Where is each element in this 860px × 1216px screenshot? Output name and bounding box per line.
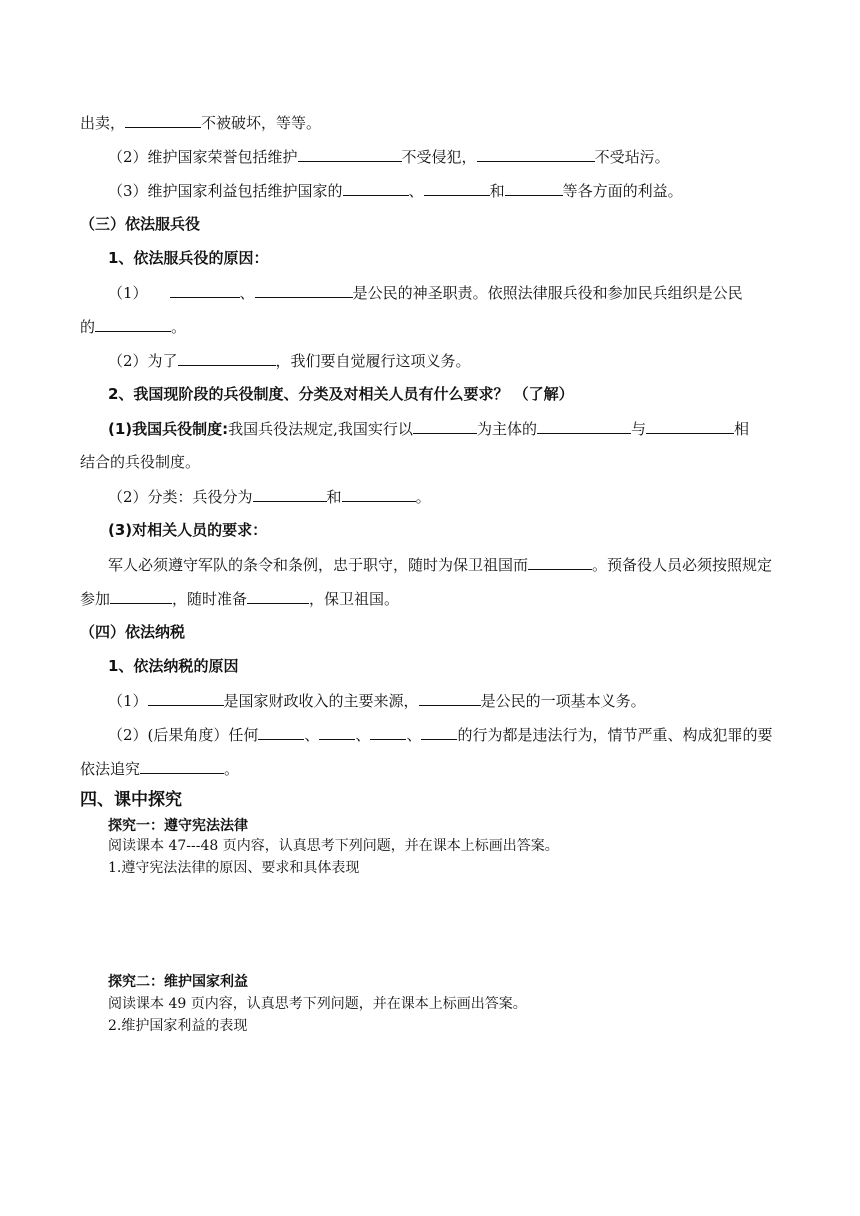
fill-blank[interactable] [298,146,402,162]
text: 参加 [80,590,111,608]
subsection-heading: 1、依法纳税的原因 [108,657,239,675]
text: （3）维护国家利益包括维护国家的 [108,182,343,200]
label: (1)我国兵役制度: [108,420,229,438]
text: 。预备役人员必须按照规定 [592,556,773,574]
text-line [80,112,321,133]
text: 和 [326,488,342,506]
text: （2）(后果角度）任何 [108,726,259,744]
text: （2）为了 [108,352,178,370]
text-line [108,724,772,745]
exploration-instruction: 阅读课本 47---48 页内容，认真思考下列问题，并在课本上标画出答案。 [108,838,559,854]
subsection-heading: 2、我国现阶段的兵役制度、分类及对相关人员有什么要求？ （了解） [108,385,574,403]
exploration-question: 2.维护国家利益的表现 [108,1018,248,1034]
text: 依法追究 [80,760,141,778]
text-line [108,486,431,507]
text: 、 [304,726,320,744]
text: 的 [80,318,96,336]
text: 相 [733,420,749,438]
fill-blank[interactable] [343,180,409,196]
chapter-heading: 四、课中探究 [80,790,182,810]
fill-blank[interactable] [424,180,490,196]
subsection-heading: 1、依法服兵役的原因： [108,249,269,267]
text: 等各方面的利益。 [562,182,683,200]
text: 军人必须遵守军队的条令和条例，忠于职守，随时为保卫祖国而 [108,556,529,574]
text-line [108,180,683,201]
fill-blank[interactable] [95,316,171,332]
fill-blank[interactable] [342,486,416,502]
text: 。 [171,318,187,336]
text: （1） [108,284,148,302]
text: （2）维护国家荣誉包括维护 [108,148,298,166]
text-line [108,350,471,371]
text: 是公民的一项基本义务。 [480,692,646,710]
fill-blank[interactable] [247,588,309,604]
exploration-title: 探究一：遵守宪法法律 [108,818,248,834]
text-line [80,588,399,609]
text: 。 [415,488,431,506]
text: 不受玷污。 [594,148,670,166]
text: （2）分类：兵役分为 [108,488,253,506]
fill-blank[interactable] [178,350,276,366]
section-heading: （四）依法纳税 [80,623,186,641]
fill-blank[interactable] [253,486,327,502]
fill-blank[interactable] [255,282,353,298]
fill-blank[interactable] [528,554,592,570]
text-line [108,282,743,303]
text: 为主体的 [476,420,537,438]
text: （1） [108,692,148,710]
exploration-title: 探究二：维护国家利益 [108,974,248,990]
exploration-question: 1.遵守宪法法律的原因、要求和具体表现 [108,860,360,876]
text-line [108,418,749,439]
fill-blank[interactable] [140,758,224,774]
fill-blank[interactable] [477,146,595,162]
text: 、 [406,726,422,744]
text-line [108,146,670,167]
fill-blank[interactable] [505,180,563,196]
text: ，我们要自觉履行这项义务。 [275,352,471,370]
text: 出卖， [80,114,126,132]
fill-blank[interactable] [125,112,201,128]
fill-blank[interactable] [419,690,481,706]
text: 。 [224,760,240,778]
fill-blank[interactable] [110,588,172,604]
fill-blank[interactable] [319,724,355,740]
text-line [80,316,186,337]
exploration-instruction: 阅读课本 49 页内容，认真思考下列问题，并在课本上标画出答案。 [108,996,527,1012]
fill-blank[interactable] [258,724,304,740]
text-line [108,690,646,711]
fill-blank[interactable] [148,690,224,706]
fill-blank[interactable] [646,418,734,434]
text: 、 [408,182,424,200]
text: 和 [489,182,505,200]
text-line: 结合的兵役制度。 [80,453,201,471]
text: 不受侵犯， [401,148,477,166]
text-line [80,758,239,779]
text: 、 [239,284,255,302]
fill-blank[interactable] [421,724,457,740]
text: 我国兵役法规定,我国实行以 [228,420,413,438]
text: 的行为都是违法行为，情节严重、构成犯罪的要 [457,726,773,744]
text: ，保卫祖国。 [309,590,400,608]
subsection-heading: (3)对相关人员的要求： [108,521,268,539]
fill-blank[interactable] [170,282,240,298]
fill-blank[interactable] [537,418,631,434]
text: 不被破坏，等等。 [201,114,322,132]
fill-blank[interactable] [413,418,477,434]
section-heading: （三）依法服兵役 [80,215,201,233]
text: 、 [355,726,371,744]
text: 是公民的神圣职责。依照法律服兵役和参加民兵组织是公民 [352,284,743,302]
fill-blank[interactable] [370,724,406,740]
text: 是国家财政收入的主要来源， [223,692,419,710]
text: ，随时准备 [172,590,248,608]
text-line [108,554,772,575]
text: 与 [630,420,646,438]
